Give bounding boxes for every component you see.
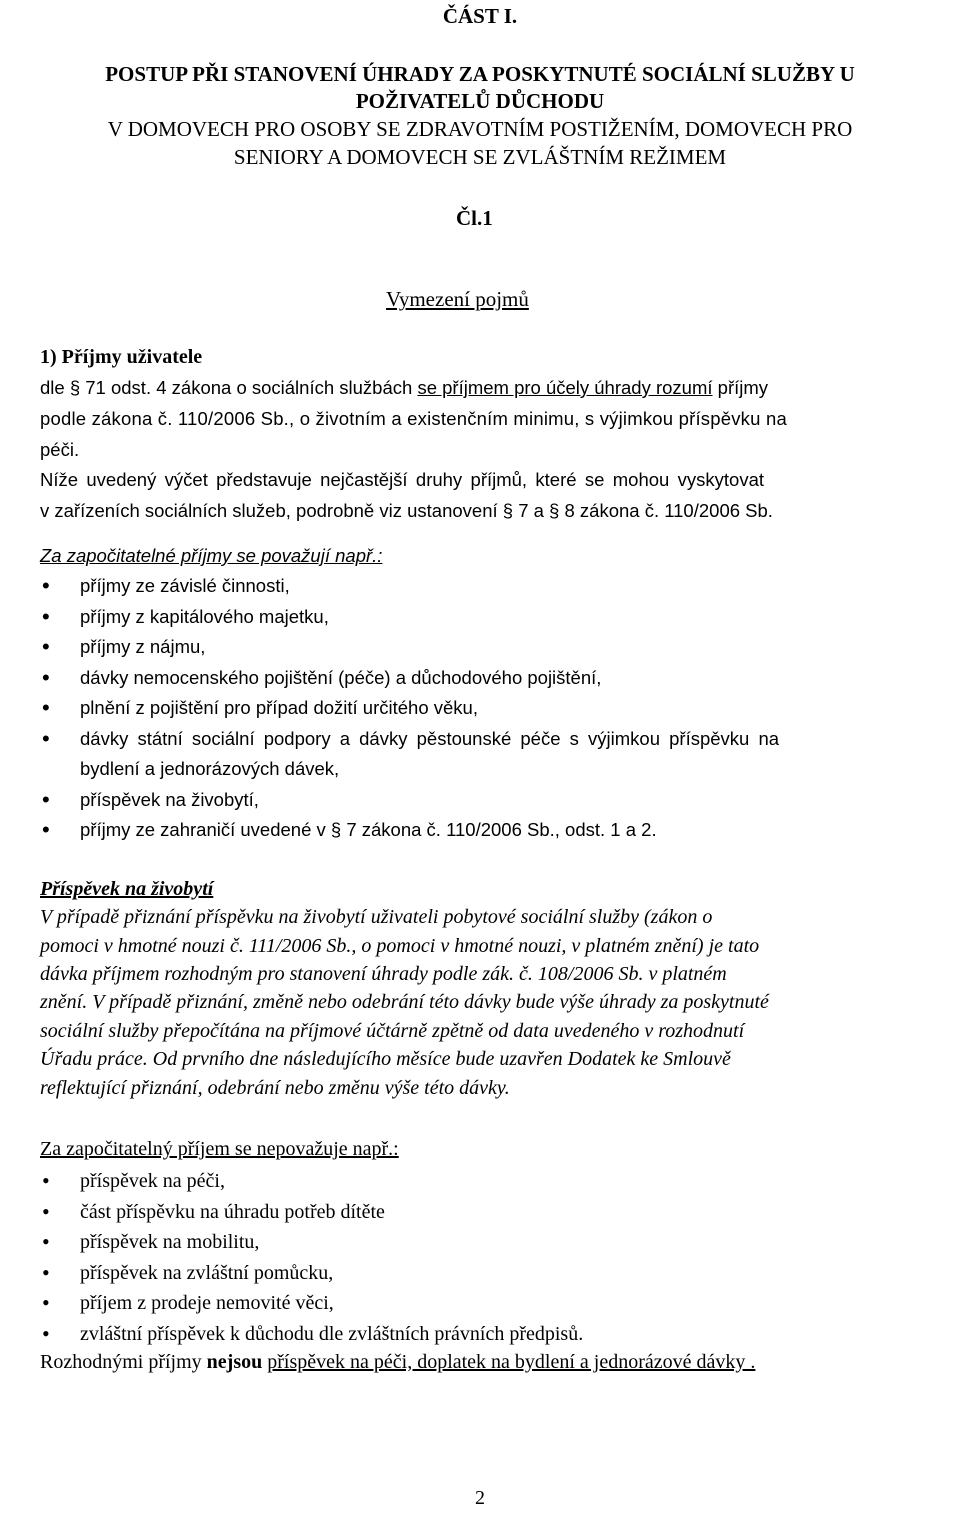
final-emphasis: nejsou [206,1351,263,1373]
list-item: • dávky státní sociální podpory a dávky pěstounské péče s výjimkou příspěvku na [42,724,954,755]
subsistence-line-7: reflektující přiznání, odebrání nebo změnu výše této dávky. [40,1077,510,1099]
list-item: • příspěvek na mobilitu, [42,1227,954,1258]
title-line-3: V DOMOVECH PRO OSOBY SE ZDRAVOTNÍM POSTIŽENÍM, DOMOVECH PRO [107,117,853,141]
paragraph-1-line-3: péči. [40,439,80,460]
list-item: • příjmy ze zahraničí uvedené v § 7 zákona č. 110/2006 Sb., odst. 1 a 2. [42,815,954,846]
title-line-4: SENIORY A DOMOVECH SE ZVLÁŠTNÍM REŽIMEM [233,145,727,169]
list-item: • zvláštní příspěvek k důchodu dle zvláštních právních předpisů. [42,1319,954,1350]
list-item: • příjmy z nájmu, [42,632,954,663]
excluded-list [42,1166,954,1349]
list-item: • příjmy z kapitálového majetku, [42,602,954,633]
excluded-heading: Za započitatelný příjem se nepovažuje např.: [40,1138,399,1160]
p1-text-d: , o životním a existenčním minimu, s výjimkou příspěvku na [289,408,787,429]
list-item: • dávky nemocenského pojištění (péče) a důchodového pojištění, [42,663,954,694]
list-item: • plnění z pojištění pro případ dožití určitého věku, [42,693,954,724]
subsistence-line-3: dávka příjmem rozhodným pro stanovení úhrady podle zák. č. 108/2006 Sb. v platném [40,963,727,985]
p1-law-reference: podle zákona č. 110/2006 Sb. [40,408,290,429]
page-number: 2 [475,1487,485,1509]
article-heading: Vymezení pojmů [386,287,529,311]
title-line-2: POŽIVATELŮ DŮCHODU [355,89,605,113]
list-item: • příspěvek na živobytí, [42,785,954,816]
article-number: Čl.1 [456,206,493,230]
paragraph-2-line-1: Níže uvedený výčet představuje nejčastější druhy příjmů, které se mohou vyskytovat [40,469,765,490]
section-heading: 1) Příjmy uživatele [40,346,203,368]
list-item: • příjem z prodeje nemovité věci, [42,1288,954,1319]
final-text-a: Rozhodnými příjmy [40,1351,207,1373]
list-item: • příjmy ze závislé činnosti, [42,571,954,602]
subsistence-line-2: pomoci v hmotné nouzi č. 111/2006 Sb., o pomoci v hmotné nouzi, v platném znění) je tato [40,935,760,957]
paragraph-1-line-2 [40,408,787,430]
list-item: • příspěvek na péči, [42,1166,954,1197]
p1-underlined-text: se příjmem pro účely úhrady rozumí [417,377,713,398]
list-item-continuation: bydlení a jednorázových dávek, [80,758,340,779]
final-statement [40,1351,755,1374]
title-line-1: POSTUP PŘI STANOVENÍ ÚHRADY ZA POSKYTNUTÉ SOCIÁLNÍ SLUŽBY U [105,62,855,86]
subsistence-line-4: znění. V případě přiznání, změně nebo odebrání této dávky bude výše úhrady za poskytnuté [40,991,769,1013]
final-underlined-text: příspěvek na péči, doplatek na bydlení a jednorázové dávky . [267,1351,756,1373]
subsistence-line-1: V případě přiznání příspěvku na živobytí uživateli pobytové sociální služby (zákon o [40,906,713,928]
subsistence-heading: Příspěvek na živobytí [40,878,214,900]
subsistence-line-5: sociální služby přepočítána na příjmové účtárně zpětně od data uvedeného v rozhodnutí [40,1020,745,1042]
p1-text-c: příjmy [712,377,769,398]
list-item: • příspěvek na zvláštní pomůcku, [42,1258,954,1289]
paragraph-1-line-1 [40,377,953,399]
p1-text-a: dle § 71 odst. 4 zákona o sociálních službách [40,377,418,398]
included-heading: Za započitatelné příjmy se považují např.: [40,545,383,566]
subsistence-line-6: Úřadu práce. Od prvního dne následujícího měsíce bude uzavřen Dodatek ke Smlouvě [40,1048,731,1070]
list-item: • část příspěvku na úhradu potřeb dítěte [42,1197,954,1228]
included-list [42,571,954,846]
paragraph-2-line-2: v zařízeních sociálních služeb, podrobně viz ustanovení § 7 a § 8 zákona č. 110/2006 Sb. [40,500,773,521]
part-heading: ČÁST I. [442,4,518,28]
